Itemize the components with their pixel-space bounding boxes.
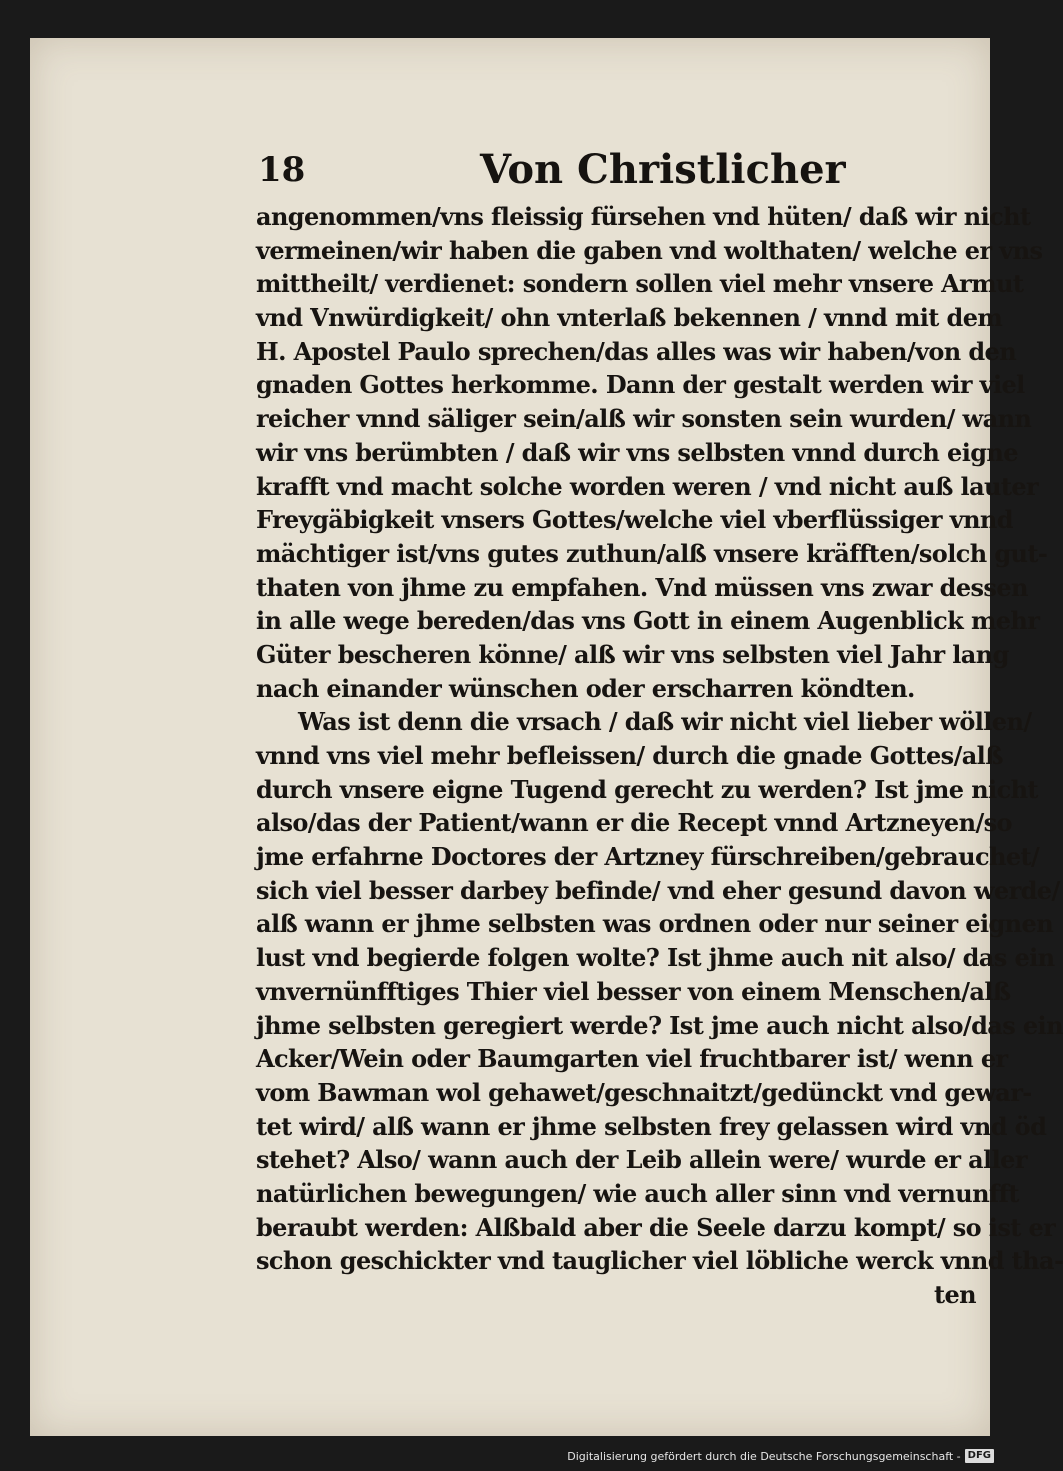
text-line: vnnd vns viel mehr befleissen/ durch die gnade Gottes/alß bbox=[256, 741, 1003, 770]
text-line: beraubt werden: Alßbald aber die Seele darzu kompt/ so ist er bbox=[256, 1212, 1056, 1242]
text-line: Güter bescheren könne/ alß wir vns selbsten viel Jahr lang bbox=[256, 639, 1009, 669]
page-number: 18 bbox=[258, 150, 306, 190]
text-line: jme erfahrne Doctores der Artzney fürschreiben/gebrauchet/ bbox=[256, 842, 1040, 872]
text-line: lust vnd begierde folgen wolte? Ist jhme auch nit also/ das ein bbox=[256, 943, 1055, 973]
text-line: mächtiger ist/vns gutes zuthun/alß vnsere kräfften/solch gut- bbox=[256, 538, 1048, 568]
running-title: Von Christlicher bbox=[480, 146, 846, 193]
text-line: natürlichen bewegungen/ wie auch aller sinn vnd vernunfft bbox=[256, 1178, 1019, 1208]
text-line: tet wird/ alß wann er jhme selbsten frey gelassen wird vnd öd bbox=[256, 1111, 1047, 1141]
text-line: alß wann er jhme selbsten was ordnen oder nur seiner eignen bbox=[256, 909, 1054, 939]
book-page bbox=[30, 38, 1063, 1436]
text-line: mittheilt/ verdienet: sondern sollen viel mehr vnsere Armut bbox=[256, 269, 1024, 299]
text-line: gnaden Gottes herkomme. Dann der gestalt werden wir viel bbox=[256, 370, 1025, 400]
text-line: vnvernünfftiges Thier viel besser von einem Menschen/alß bbox=[256, 976, 1011, 1006]
text-line: jhme selbsten geregiert werde? Ist jme auch nicht also/das ein bbox=[256, 1010, 1063, 1040]
text-line: Was ist denn die vrsach / daß wir nicht viel lieber wöllen/ bbox=[298, 707, 1032, 737]
text-line: H. Apostel Paulo sprechen/das alles was wir haben/von den bbox=[256, 336, 1017, 366]
body-text bbox=[256, 200, 1063, 1312]
dfg-logo-icon: DFG bbox=[965, 1449, 994, 1463]
text-line: in alle wege bereden/das vns Gott in einem Augenblick mehr bbox=[256, 606, 1040, 636]
digitization-footer bbox=[567, 1447, 994, 1465]
text-line: stehet? Also/ wann auch der Leib allein were/ wurde er aller bbox=[256, 1145, 1027, 1175]
text-line: vom Bawman wol gehawet/geschnaitzt/gedünckt vnd gewar- bbox=[256, 1077, 1032, 1107]
text-line: durch vnsere eigne Tugend gerecht zu werden? Ist jme nicht bbox=[256, 774, 1038, 804]
text-line: Freygäbigkeit vnsers Gottes/welche viel vberflüssiger vnnd bbox=[256, 505, 1013, 535]
text-line: wir vns berümbten / daß wir vns selbsten vnnd durch eigne bbox=[256, 437, 1018, 467]
page-header bbox=[30, 146, 990, 194]
text-line: schon geschickter vnd tauglicher viel löbliche werck vnnd tha- bbox=[256, 1246, 1063, 1276]
text-line: thaten von jhme zu empfahen. Vnd müssen vns zwar dessen bbox=[256, 572, 1028, 602]
text-line: reicher vnnd säliger sein/alß wir sonsten sein wurden/ wann bbox=[256, 404, 1032, 434]
text-line: also/das der Patient/wann er die Recept vnnd Artzneyen/so bbox=[256, 808, 1012, 838]
funding-notice: Digitalisierung gefördert durch die Deutsche Forschungsgemeinschaft - bbox=[567, 1449, 961, 1463]
text-line: angenommen/vns fleissig fürsehen vnd hüten/ daß wir nicht bbox=[256, 202, 1031, 231]
text-line: Acker/Wein oder Baumgarten viel fruchtbarer ist/ wenn er bbox=[256, 1044, 1008, 1074]
text-line: nach einander wünschen oder erscharren köndten. bbox=[256, 673, 915, 703]
text-line: krafft vnd macht solche worden weren / vnd nicht auß lauter bbox=[256, 471, 1039, 501]
text-line: vermeinen/wir haben die gaben vnd wolthaten/ welche er vns bbox=[256, 235, 1043, 265]
catchword: ten bbox=[933, 1280, 976, 1309]
text-line: sich viel besser darbey befinde/ vnd eher gesund davon werde/ bbox=[256, 875, 1060, 905]
text-line: vnd Vnwürdigkeit/ ohn vnterlaß bekennen / vnnd mit dem bbox=[256, 303, 1003, 333]
